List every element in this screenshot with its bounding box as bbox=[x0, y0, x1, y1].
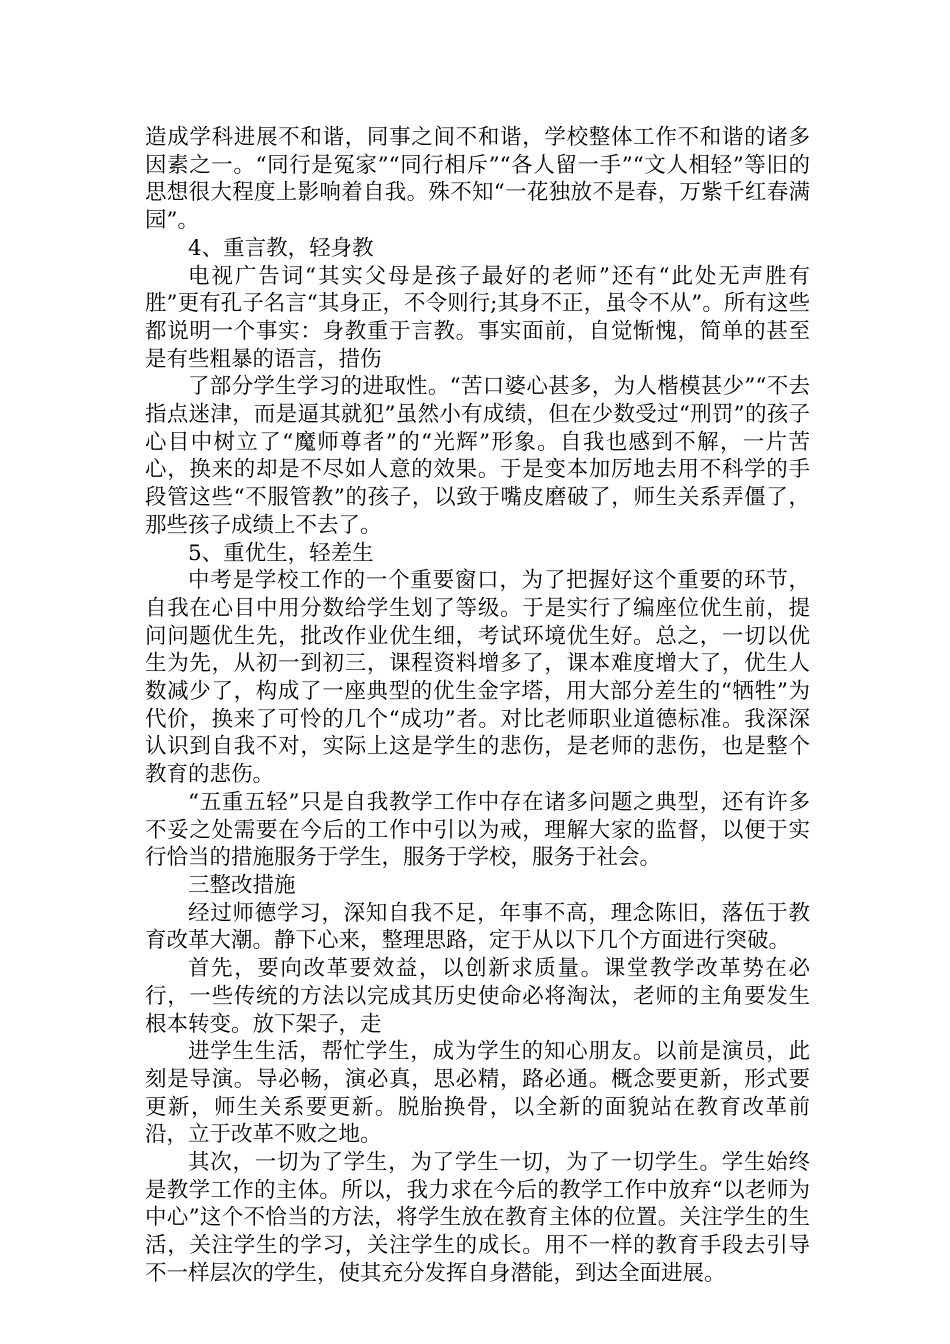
document-body bbox=[145, 124, 810, 1288]
paragraph-1: 造成学科进展不和谐，同事之间不和谐，学校整体工作不和谐的诸多因素之一。“同行是冤家”“同行相斥”“各人留一手”“文人相轻”等旧的思想很大程度上影响着自我。殊不知“一花独放不是春，万紫千红春满园”。 bbox=[145, 125, 810, 234]
section-heading-5: 5、重优生，轻差生 bbox=[188, 540, 374, 566]
paragraph-3: 电视广告词“其实父母是孩子最好的老师”还有“此处无声胜有胜”更有孔子名言“其身正，不令则行;其身不正，虽令不从”。所有这些都说明一个事实：身教重于言教。事实面前，自觉惭愧，简单的甚至是有些粗暴的语言，措伤 bbox=[145, 263, 810, 372]
section-heading-4: 4、重言教，轻身教 bbox=[188, 235, 374, 261]
paragraph-6: 中考是学校工作的一个重要窗口，为了把握好这个重要的环节，自我在心目中用分数给学生划了等级。于是实行了编座位优生前，提问问题优生先，批改作业优生细，考试环境优生好。总之，一切以优生为先，从初一到初三，课程资料增多了，课本难度增大了，优生人数减少了，构成了一座典型的优生金字塔，用大部分差生的“牺牲”为代价，换来了可怜的几个“成功”者。对比老师职业道德标准。我深深认识到自我不对，实际上这是学生的悲伤，是老师的悲伤，也是整个教育的悲伤。 bbox=[145, 568, 810, 788]
paragraph-4: 了部分学生学习的进取性。“苦口婆心甚多，为人楷模甚少”“不去指点迷津，而是逼其就犯”虽然小有成绩，但在少数受过“刑罚”的孩子心目中树立了“魔师尊者”的“光辉”形象。自我也感到不解，一片苦心，换来的却是不尽如人意的效果。于是变本加厉地去用不科学的手段管这些“不服管教”的孩子，以致于嘴皮磨破了，师生关系弄僵了，那些孩子成绩上不去了。 bbox=[145, 374, 810, 538]
paragraph-11: 进学生生活，帮忙学生，成为学生的知心朋友。以前是演员，此刻是导演。导必畅，演必真，思必精，路必通。概念要更新，形式要更新，师生关系要更新。脱胎换骨，以全新的面貌站在教育改革前沿，立于改革不败之地。 bbox=[145, 1039, 810, 1148]
paragraph-9: 经过师德学习，深知自我不足，年事不高，理念陈旧，落伍于教育改革大潮。静下心来，整理思路，定于从以下几个方面进行突破。 bbox=[145, 900, 810, 954]
paragraph-7: “五重五轻”只是自我教学工作中存在诸多问题之典型，还有许多不妥之处需要在今后的工作中引以为戒，理解大家的监督，以便于实行恰当的措施服务于学生，服务于学校，服务于社会。 bbox=[145, 789, 810, 871]
paragraph-12: 其次，一切为了学生，为了学生一切，为了一切学生。学生始终是教学工作的主体。所以，我力求在今后的教学工作中放弃“以老师为中心”这个不恰当的方法，将学生放在教育主体的位置。关注学生的生活，关注学生的学习，关注学生的成长。用不一样的教育手段去引导不一样层次的学生，使其充分发挥自身潜能，到达全面进展。 bbox=[145, 1150, 810, 1286]
paragraph-10: 首先，要向改革要效益，以创新求质量。课堂教学改革势在必行，一些传统的方法以完成其历史使命必将淘汰，老师的主角要发生根本转变。放下架子，走 bbox=[145, 956, 810, 1037]
section-heading-3: 三整改措施 bbox=[188, 872, 296, 898]
